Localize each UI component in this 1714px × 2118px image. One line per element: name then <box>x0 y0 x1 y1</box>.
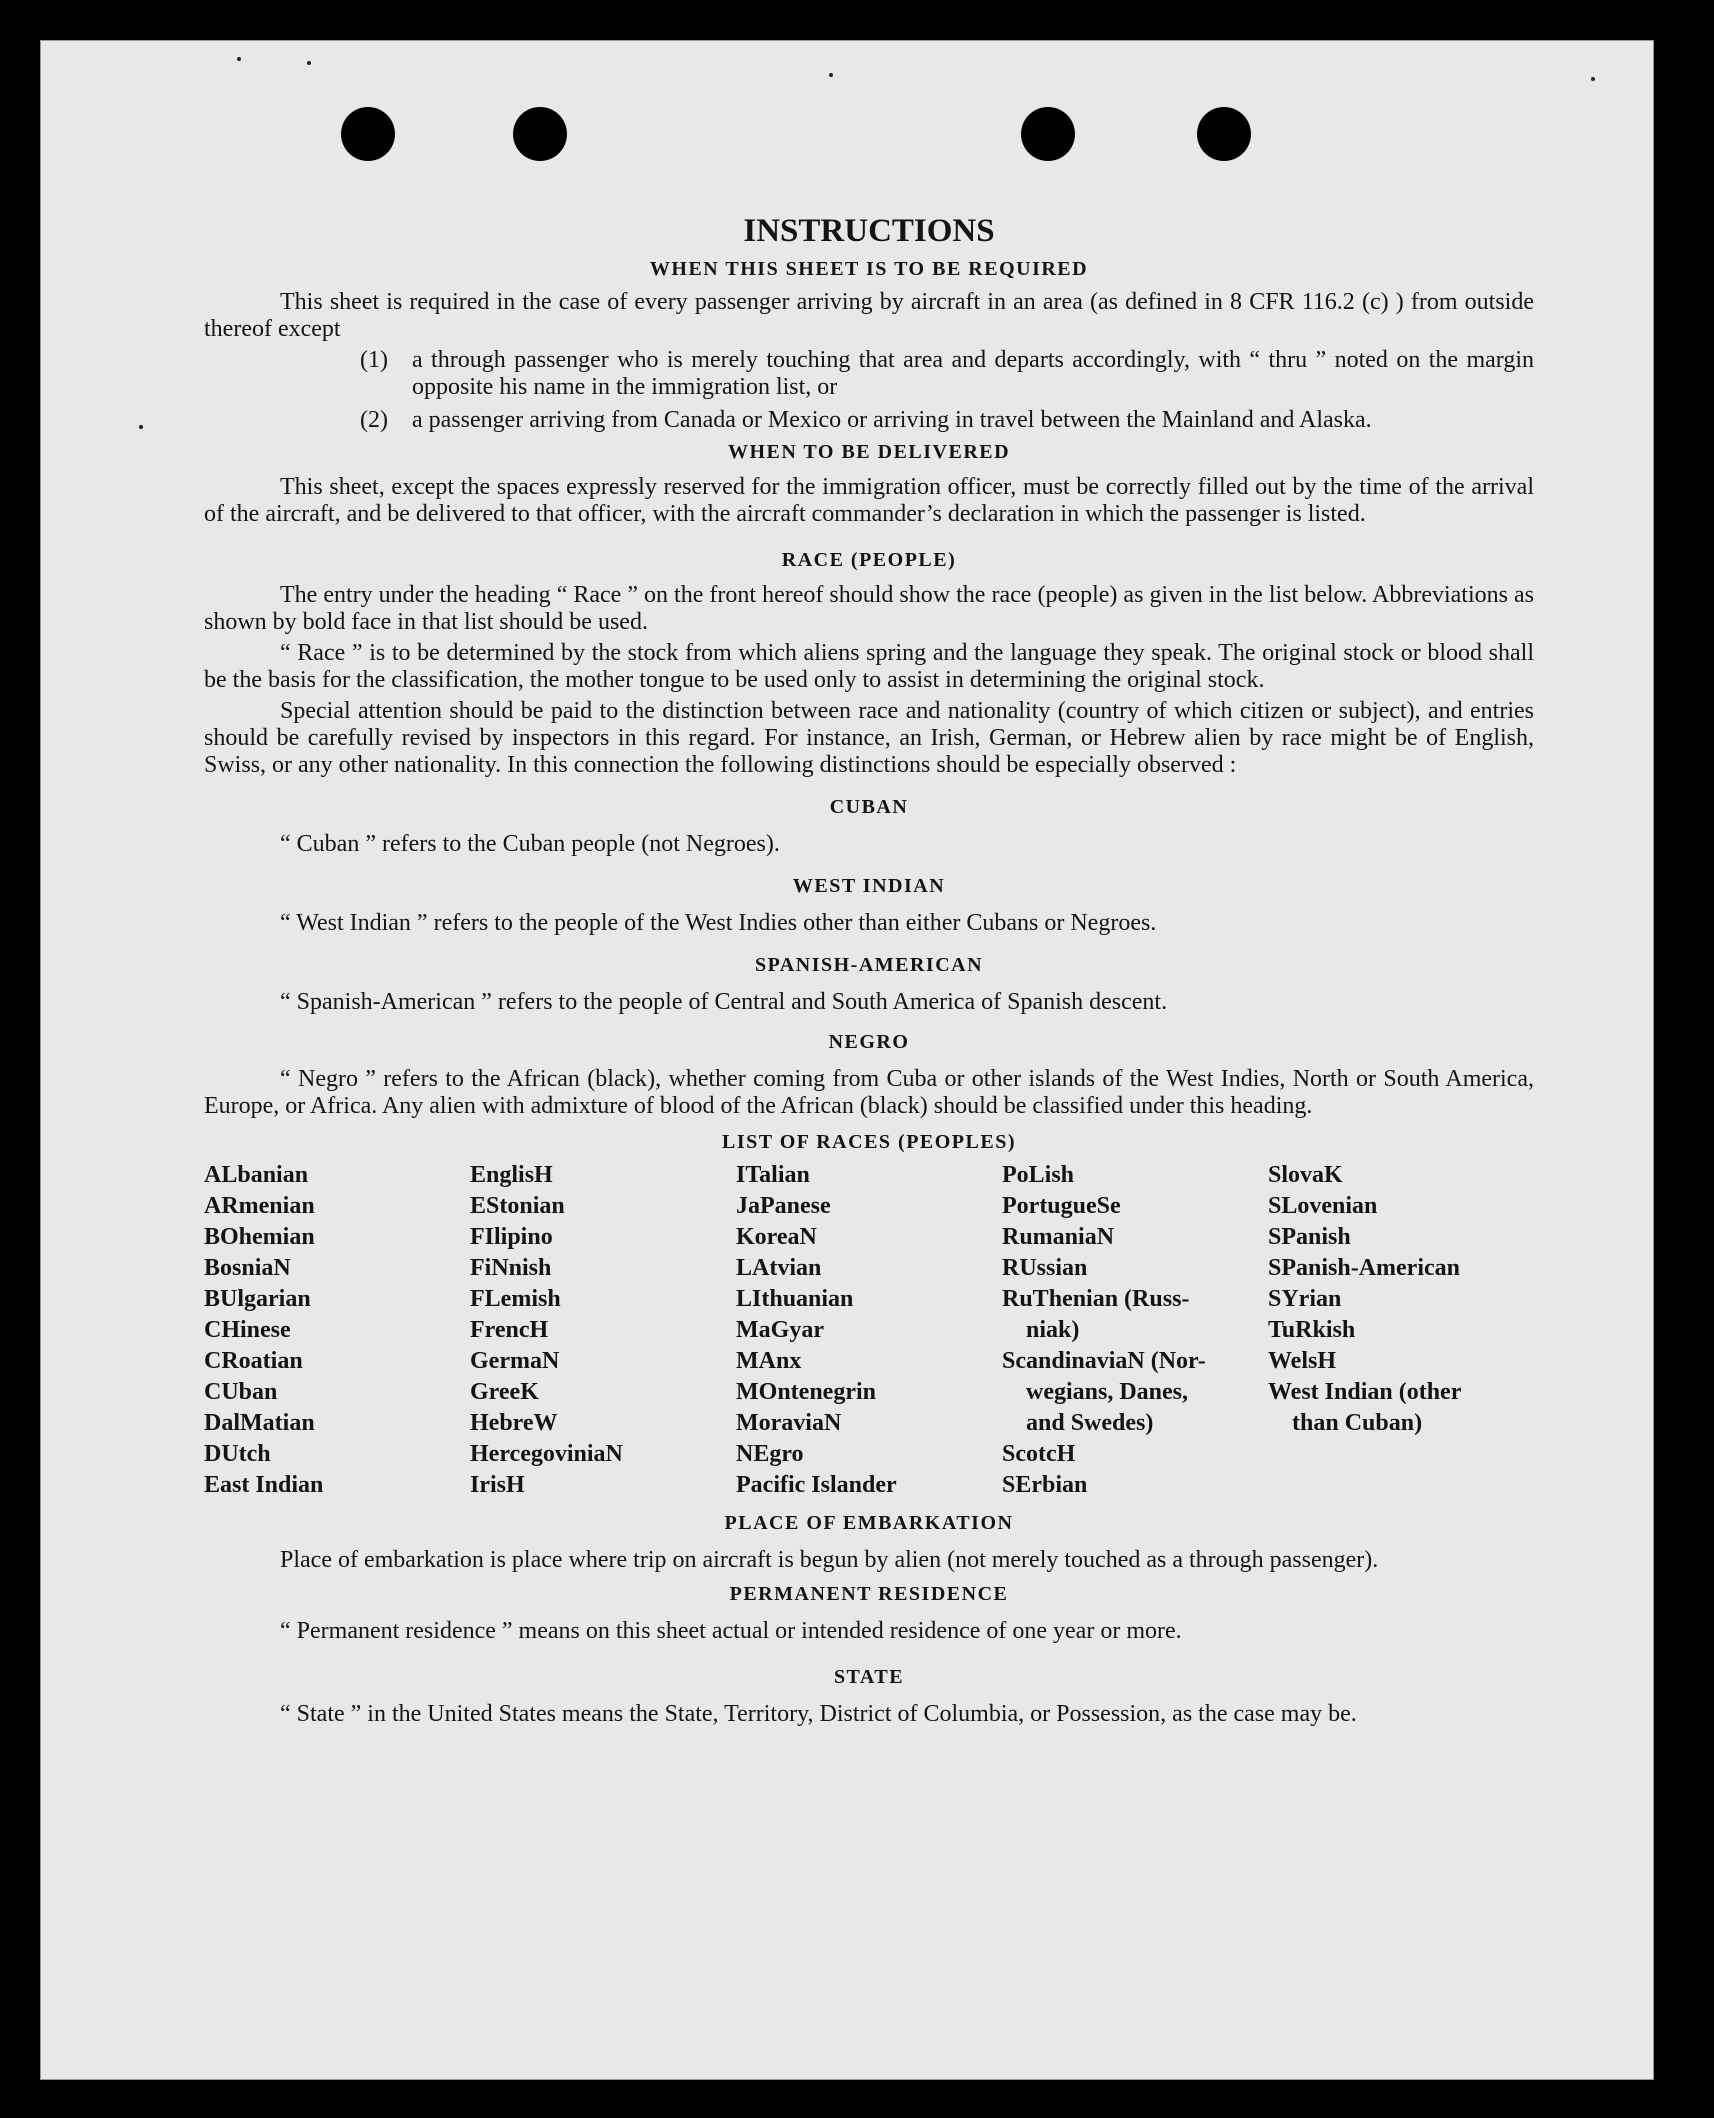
heading-when-delivered: WHEN TO BE DELIVERED <box>727 441 1011 463</box>
heading-cuban: CUBAN <box>829 796 909 818</box>
race-entry: FrencH <box>470 1317 549 1343</box>
race-entry-continued: wegians, Danes, <box>1026 1379 1189 1405</box>
punch-hole <box>341 107 395 161</box>
race-list <box>204 1160 1534 1501</box>
negro-text: “ Negro ” refers to the African (black), whether coming from Cuba or other islands of the West Indies, North or South America, Europe, or Africa. Any alien with admixture of blood of the African (black) should be classified under this heading. <box>204 1066 1534 1119</box>
cuban-text: “ Cuban ” refers to the Cuban people (not Negroes). <box>280 831 780 857</box>
race-entry: ScotcH <box>1002 1441 1076 1467</box>
race-entry: BOhemian <box>204 1224 315 1250</box>
race-entry: FLemish <box>470 1286 561 1312</box>
race-entry: MoraviaN <box>736 1410 842 1436</box>
heading-embarkation: PLACE OF EMBARKATION <box>724 1512 1014 1534</box>
race-entry: CRoatian <box>204 1348 303 1374</box>
race-entry: RUssian <box>1002 1255 1088 1281</box>
race-entry: ALbanian <box>204 1162 309 1188</box>
race-entry: PoLish <box>1002 1162 1075 1188</box>
race-entry: ScandinaviaN (Nor- <box>1002 1348 1206 1374</box>
race-entry: FIlipino <box>470 1224 553 1250</box>
heading-permanent-residence: PERMANENT RESIDENCE <box>729 1583 1009 1605</box>
speck <box>1591 77 1595 81</box>
race-entry: HercegoviniaN <box>470 1441 623 1467</box>
race-entry: FiNnish <box>470 1255 552 1281</box>
heading-state: STATE <box>833 1666 905 1688</box>
race-entry: SlovaK <box>1268 1162 1343 1188</box>
race-entry: SLovenian <box>1268 1193 1378 1219</box>
race-column <box>1268 1160 1534 1501</box>
instructions-content <box>204 211 1534 1728</box>
race-entry: BUlgarian <box>204 1286 311 1312</box>
race-entry: MaGyar <box>736 1317 824 1343</box>
state-text: “ State ” in the United States means the State, Territory, District of Columbia, or Possession, as the case may be. <box>280 1701 1357 1727</box>
race-paragraph-3: Special attention should be paid to the distinction between race and nationality (country of which citizen or subject), and entries should be carefully revised by inspectors in this regard. For instance, an Irish, German, or Hebrew alien by race might be of English, Swiss, or any other nationality. In this connection the following distinctions should be especially observed : <box>204 698 1534 778</box>
residence-text: “ Permanent residence ” means on this sheet actual or intended residence of one year or more. <box>280 1618 1182 1644</box>
race-entry: SPanish-American <box>1268 1255 1460 1281</box>
race-entry: LIthuanian <box>736 1286 854 1312</box>
race-entry: KoreaN <box>736 1224 817 1250</box>
speck <box>307 61 311 65</box>
exception-item <box>360 347 1534 401</box>
heading-west-indian: WEST INDIAN <box>792 875 946 897</box>
heading-negro: NEGRO <box>828 1031 910 1053</box>
heading-list-of-races: LIST OF RACES (PEOPLES) <box>721 1131 1016 1153</box>
punch-hole <box>1021 107 1075 161</box>
race-entry-continued: niak) <box>1026 1317 1080 1343</box>
race-entry-continued: than Cuban) <box>1292 1410 1423 1436</box>
race-entry: RuThenian (Russ- <box>1002 1286 1190 1312</box>
punch-hole <box>513 107 567 161</box>
race-entry: JaPanese <box>736 1193 831 1219</box>
race-entry: CUban <box>204 1379 278 1405</box>
speck <box>829 73 833 77</box>
heading-spanish-american: SPANISH-AMERICAN <box>754 954 984 976</box>
exception-item <box>360 407 1534 434</box>
race-entry: MAnx <box>736 1348 802 1374</box>
race-entry: DalMatian <box>204 1410 315 1436</box>
race-entry: CHinese <box>204 1317 291 1343</box>
race-column <box>470 1160 736 1501</box>
exception-number: (1) <box>360 347 388 373</box>
race-paragraph-1: The entry under the heading “ Race ” on the front hereof should show the race (people) as given in the list below. Abbreviations as shown by bold face in that list should be used. <box>204 582 1534 635</box>
race-entry: NEgro <box>736 1441 804 1467</box>
punch-hole <box>1197 107 1251 161</box>
race-entry: West Indian (other <box>1268 1379 1462 1405</box>
race-entry: DUtch <box>204 1441 271 1467</box>
spanish-american-text: “ Spanish-American ” refers to the people of Central and South America of Spanish descent. <box>280 989 1168 1015</box>
page-title: INSTRUCTIONS <box>743 213 995 249</box>
race-entry: GreeK <box>470 1379 539 1405</box>
race-column <box>204 1160 470 1501</box>
exception-text: a through passenger who is merely touching that area and departs accordingly, with “ thru ” noted on the margin opposite his name in the immigration list, or <box>412 347 1534 400</box>
race-entry: RumaniaN <box>1002 1224 1115 1250</box>
when-delivered-text: This sheet, except the spaces expressly reserved for the immigration officer, must be correctly filled out by the time of the arrival of the aircraft, and be delivered to that officer, with the aircraft commander’s declaration in which the passenger is listed. <box>204 474 1534 527</box>
when-required-intro: This sheet is required in the case of every passenger arriving by aircraft in an area (as defined in 8 CFR 116.2 (c) ) from outside thereof except <box>204 289 1534 342</box>
race-column <box>1002 1160 1268 1501</box>
race-entry: SPanish <box>1268 1224 1351 1250</box>
race-entry: WelsH <box>1268 1348 1337 1374</box>
race-column <box>736 1160 1002 1501</box>
embarkation-text: Place of embarkation is place where trip on aircraft is begun by alien (not merely touched as a through passenger). <box>280 1547 1379 1573</box>
document-page <box>40 40 1654 2080</box>
race-entry: HebreW <box>470 1410 558 1436</box>
race-entry: SErbian <box>1002 1472 1088 1498</box>
race-entry: PortugueSe <box>1002 1193 1121 1219</box>
race-entry: East Indian <box>204 1472 324 1498</box>
race-entry: BosniaN <box>204 1255 291 1281</box>
exception-number: (2) <box>360 407 388 433</box>
race-entry: ITalian <box>736 1162 810 1188</box>
race-entry-continued: and Swedes) <box>1026 1410 1154 1436</box>
race-entry: IrisH <box>470 1472 525 1498</box>
race-entry: TuRkish <box>1268 1317 1356 1343</box>
exception-text: a passenger arriving from Canada or Mexico or arriving in travel between the Mainland and Alaska. <box>412 407 1372 433</box>
west-indian-text: “ West Indian ” refers to the people of the West Indies other than either Cubans or Negroes. <box>280 910 1157 936</box>
race-entry: ARmenian <box>204 1193 315 1219</box>
speck <box>139 425 143 429</box>
race-entry: SYrian <box>1268 1286 1342 1312</box>
speck <box>237 57 241 61</box>
race-paragraph-2: “ Race ” is to be determined by the stock from which aliens spring and the language they speak. The original stock or blood shall be the basis for the classification, the mother tongue to be used only to assist in determining the original stock. <box>204 640 1534 693</box>
race-entry: LAtvian <box>736 1255 822 1281</box>
heading-when-required: WHEN THIS SHEET IS TO BE REQUIRED <box>649 258 1089 280</box>
race-entry: EnglisH <box>470 1162 553 1188</box>
race-entry: Pacific Islander <box>736 1472 897 1498</box>
race-entry: GermaN <box>470 1348 560 1374</box>
race-entry: EStonian <box>470 1193 565 1219</box>
race-entry: MOntenegrin <box>736 1379 876 1405</box>
heading-race: RACE (PEOPLE) <box>781 549 957 571</box>
